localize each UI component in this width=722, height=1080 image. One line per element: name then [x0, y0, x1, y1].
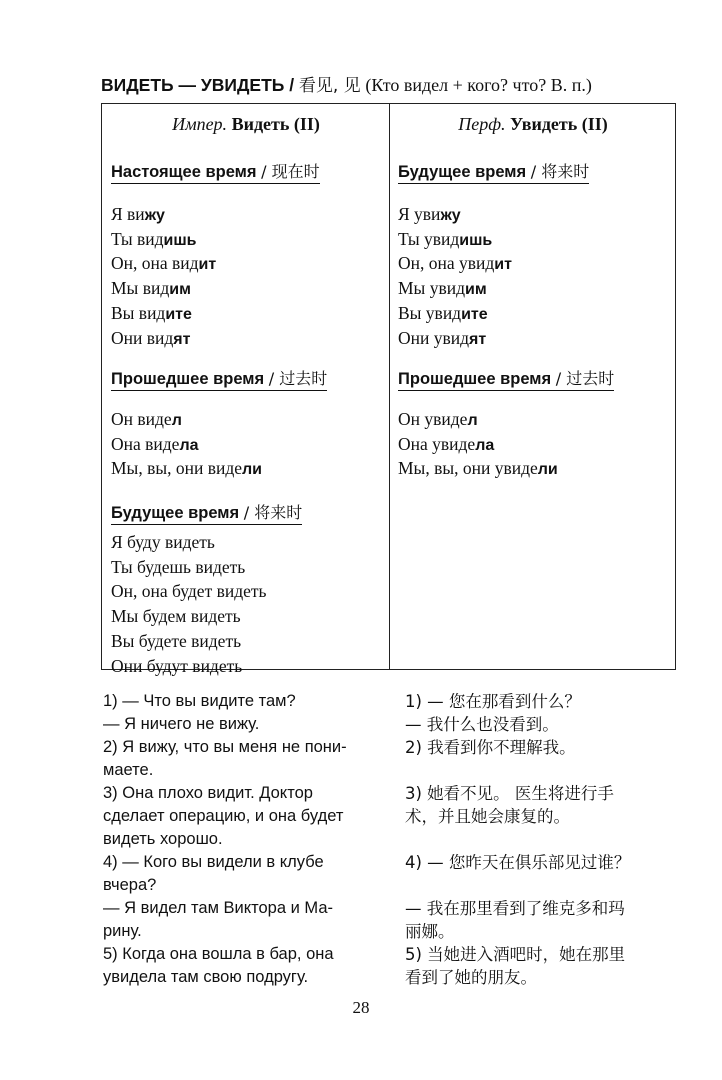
future-forms [111, 531, 267, 679]
column-divider [389, 104, 390, 669]
form-ending: им [464, 281, 487, 299]
form-stem: Ты вид [111, 228, 164, 249]
form-stem: Он, она вид [111, 253, 199, 274]
form-ending: им [169, 281, 191, 299]
form-stem: Они будут видеть [111, 655, 243, 676]
form-stem: Они увид [398, 327, 470, 348]
example-line: — 我在那里看到了维克多和玛 [405, 899, 625, 918]
heading-chinese: / 过去时 [555, 369, 615, 388]
examples-russian [103, 690, 373, 989]
example-line: видеть хорошо. [103, 830, 223, 848]
form-ending: ли [242, 461, 262, 479]
title-verb: ВИДЕТЬ — УВИДЕТЬ / [101, 75, 295, 95]
aspect-label: Импер. [172, 114, 228, 134]
form-row [111, 655, 267, 680]
form-row [111, 277, 216, 302]
form-row [111, 630, 267, 655]
form-stem: Мы вид [111, 278, 170, 299]
form-stem: Вы вид [111, 302, 166, 323]
example-line: 5) 当她进入酒吧时，她在那里 [405, 945, 626, 964]
form-row [398, 228, 512, 253]
example-line [405, 828, 680, 851]
heading-chinese: / 将来时 [530, 162, 590, 181]
example-line: 1) — Что вы видите там? [103, 692, 296, 710]
verb-label: Увидеть (II) [510, 114, 608, 134]
form-ending: ли [537, 461, 558, 479]
aspect-label: Перф. [458, 114, 506, 134]
form-row [111, 531, 267, 556]
past-forms [111, 408, 262, 482]
page-number: 28 [352, 998, 370, 1017]
past-forms [398, 408, 558, 482]
example-line: 3) 她看不见。 医生将进行手 [405, 784, 614, 803]
example-line: увидела там свою подругу. [103, 968, 309, 986]
form-ending: жу [144, 207, 165, 224]
heading-chinese: / 现在时 [261, 162, 320, 181]
form-row [111, 203, 216, 228]
example-line: 3) Она плохо видит. Доктор [103, 784, 313, 802]
example-line [405, 874, 680, 897]
form-row [398, 252, 512, 277]
form-ending: ит [494, 256, 512, 274]
form-stem: Он, она увид [398, 253, 495, 274]
example-line: 4) — Кого вы видели в клубе [103, 853, 324, 871]
form-ending: ла [475, 436, 495, 454]
example-line: 4) — 您昨天在俱乐部见过谁？ [405, 853, 631, 872]
form-ending: ите [165, 305, 192, 323]
title-chinese: 看见, 见 [298, 76, 361, 96]
form-ending: л [467, 412, 478, 429]
form-stem: Ты увид [398, 228, 460, 249]
future-tense-heading [111, 500, 302, 525]
form-ending: ишь [459, 231, 493, 249]
past-tense-heading [398, 366, 614, 391]
form-ending: ят [469, 330, 487, 348]
form-ending: жу [440, 207, 461, 224]
form-ending: ла [179, 436, 199, 454]
heading-text: Прошедшее время [111, 370, 265, 388]
page-title [101, 71, 592, 97]
form-row [111, 457, 262, 482]
form-ending: ят [173, 330, 191, 348]
form-row [111, 605, 267, 630]
example-line: — 我什么也没看到。 [405, 715, 559, 734]
example-line: рину. [103, 922, 142, 940]
form-row [111, 433, 262, 458]
example-line: 术，并且她会康复的。 [405, 807, 570, 826]
verb-label: Видеть (II) [231, 114, 320, 134]
form-stem: Она увиде [398, 433, 476, 454]
example-line: 1) — 您在那看到什么？ [405, 692, 581, 711]
heading-text: Будущее время [398, 163, 527, 181]
form-row [398, 203, 512, 228]
future-tense-heading [398, 159, 589, 184]
form-stem: Он виде [111, 409, 172, 429]
form-row [398, 302, 512, 327]
heading-text: Прошедшее время [398, 370, 552, 388]
example-line: 2) Я вижу, что вы меня не пони- [103, 738, 347, 756]
form-stem: Она виде [111, 433, 180, 454]
form-ending: л [171, 412, 182, 429]
form-ending: ит [198, 256, 217, 274]
example-line: вчера? [103, 876, 157, 894]
heading-text: Будущее время [111, 504, 240, 522]
form-ending: ишь [163, 231, 197, 249]
form-row [111, 302, 216, 327]
present-tense-heading [111, 159, 320, 184]
examples-chinese [405, 690, 680, 989]
form-row [111, 556, 267, 581]
form-stem: Я ви [111, 204, 145, 224]
form-stem: Мы увид [398, 278, 465, 299]
form-row [398, 277, 512, 302]
conjugation-table [101, 103, 676, 676]
form-stem: Они вид [111, 327, 174, 348]
heading-text: Настоящее время [111, 163, 257, 181]
example-line: 丽娜。 [405, 922, 455, 941]
form-stem: Он увиде [398, 409, 468, 429]
form-stem: Я буду видеть [111, 532, 215, 552]
form-row [111, 580, 267, 605]
past-tense-heading [111, 366, 327, 391]
title-government: (Кто видел + кого? что? В. п.) [365, 75, 592, 95]
example-line: 看到了她的朋友。 [405, 968, 537, 987]
perfective-header [398, 114, 668, 135]
form-row [111, 327, 216, 352]
example-line: — Я ничего не вижу. [103, 715, 260, 733]
future-forms [398, 203, 512, 351]
imperfective-header [111, 114, 381, 135]
example-line: 5) Когда она вошла в бар, она [103, 945, 334, 963]
form-stem: Вы будете видеть [111, 630, 242, 651]
form-stem: Я уви [398, 204, 441, 224]
form-stem: Мы будем видеть [111, 606, 241, 627]
example-line [405, 759, 680, 782]
form-stem: Вы увид [398, 302, 462, 323]
form-row [398, 408, 558, 433]
form-stem: Он, она будет видеть [111, 581, 267, 602]
form-row [398, 457, 558, 482]
form-stem: Мы, вы, они виде [111, 458, 242, 479]
example-line: 2) 我看到你不理解我。 [405, 738, 576, 757]
form-row [398, 433, 558, 458]
form-row [111, 408, 262, 433]
form-stem: Ты будешь видеть [111, 556, 246, 577]
form-stem: Мы, вы, они увиде [398, 458, 538, 479]
example-line: маете. [103, 761, 154, 779]
form-row [111, 252, 216, 277]
form-row [111, 228, 216, 253]
example-line: сделает операцию, и она будет [103, 807, 344, 825]
form-row [398, 327, 512, 352]
heading-chinese: / 将来时 [243, 503, 303, 522]
form-ending: ите [461, 305, 488, 323]
example-line: — Я видел там Виктора и Ма- [103, 899, 334, 917]
heading-chinese: / 过去时 [268, 369, 328, 388]
present-forms [111, 203, 216, 351]
